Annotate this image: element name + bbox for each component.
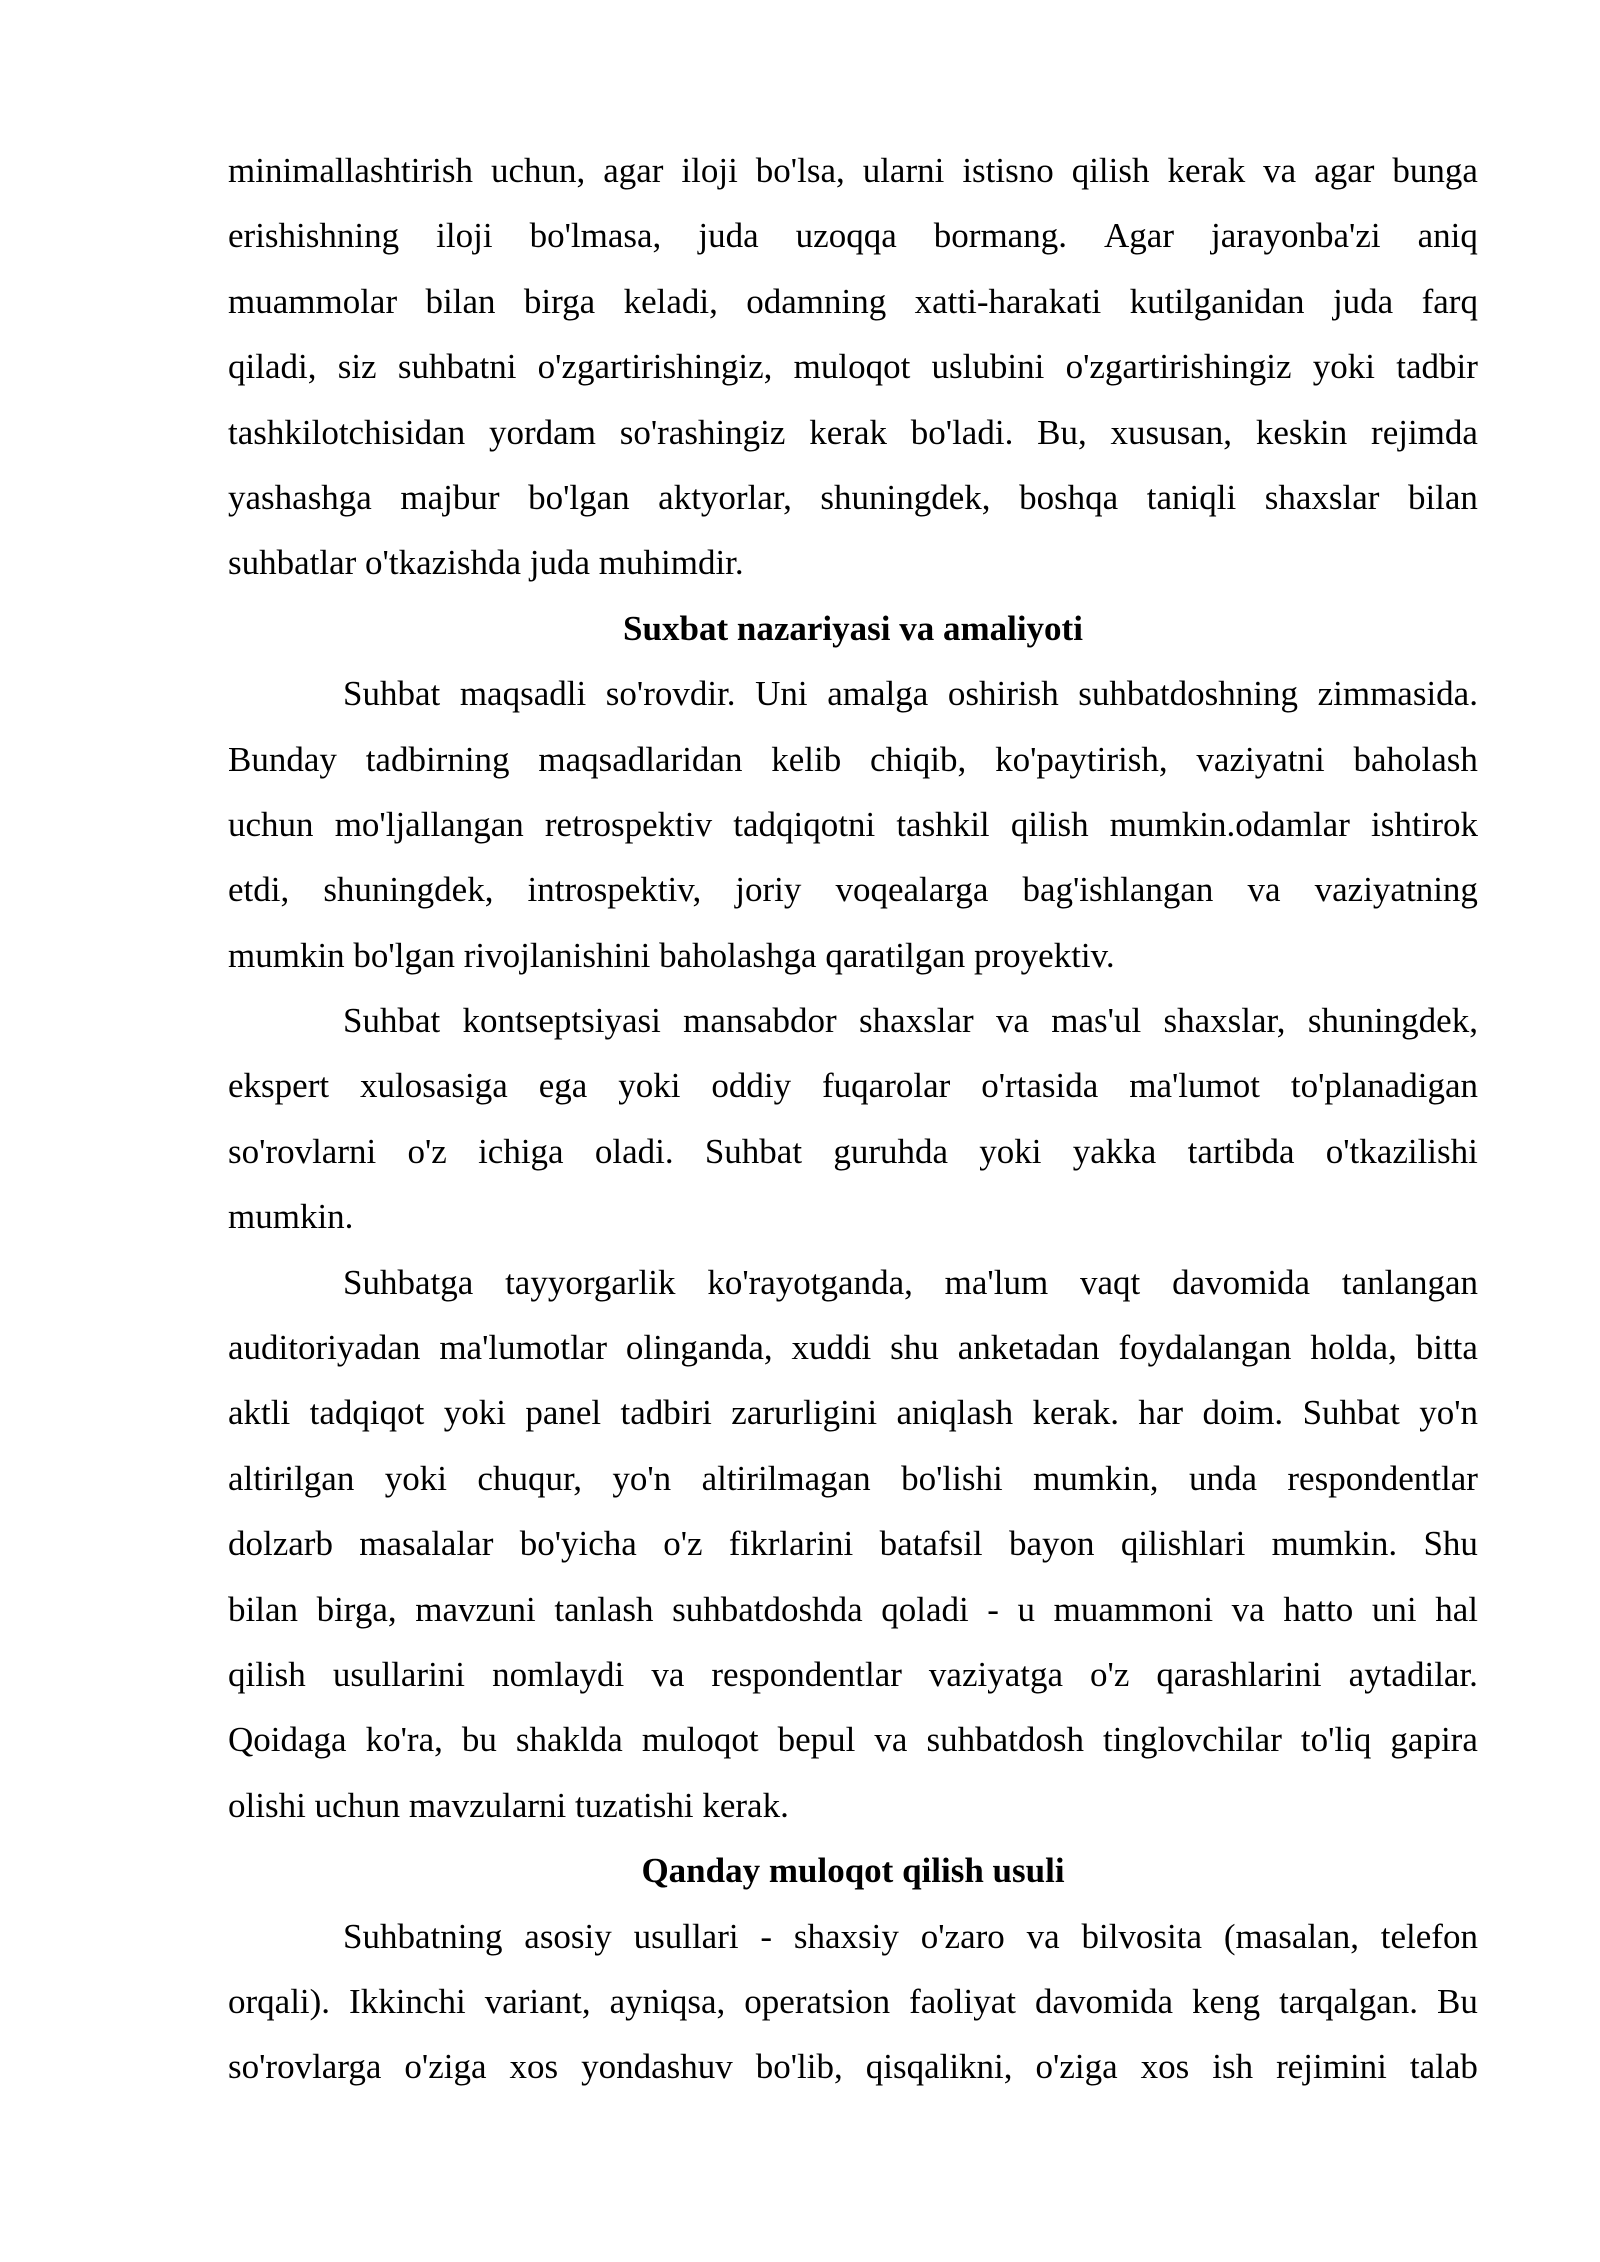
- text-column: [228, 138, 1478, 2100]
- text-line: ekspert xulosasiga ega yoki oddiy fuqarolar o'rtasida ma'lumot to'planadigan: [228, 1066, 1478, 1106]
- text-line: yashashga majbur bo'lgan aktyorlar, shuningdek, boshqa taniqli shaxslar bilan: [228, 477, 1478, 517]
- text-line: auditoriyadan ma'lumotlar olinganda, xuddi shu anketadan foydalangan holda, bitta: [228, 1328, 1478, 1368]
- text-line: altirilgan yoki chuqur, yo'n altirilmagan bo'lishi mumkin, unda respondentlar: [228, 1458, 1478, 1498]
- text-line: dolzarb masalalar bo'yicha o'z fikrlarini batafsil bayon qilishlari mumkin. Shu: [228, 1524, 1478, 1564]
- text-line: Suhbat maqsadli so'rovdir. Uni amalga oshirish suhbatdoshning zimmasida.: [343, 674, 1478, 714]
- text-line: erishishning iloji bo'lmasa, juda uzoqqa bormang. Agar jarayonba'zi aniq: [228, 216, 1478, 256]
- text-line: mumkin.: [228, 1197, 354, 1237]
- text-line: bilan birga, mavzuni tanlash suhbatdoshda qoladi - u muammoni va hatto uni hal: [228, 1589, 1478, 1629]
- text-line: Bunday tadbirning maqsadlaridan kelib chiqib, ko'paytirish, vaziyatni baholash: [228, 739, 1478, 779]
- text-line: mumkin bo'lgan rivojlanishini baholashga qaratilgan proyektiv.: [228, 935, 1115, 975]
- text-line: orqali). Ikkinchi variant, ayniqsa, operatsion faoliyat davomida keng tarqalgan. Bu: [228, 1981, 1478, 2021]
- text-line: uchun mo'ljallangan retrospektiv tadqiqotni tashkil qilish mumkin.odamlar ishtirok: [228, 804, 1478, 844]
- text-line: qilish usullarini nomlaydi va respondentlar vaziyatga o'z qarashlarini aytadilar.: [228, 1654, 1478, 1694]
- text-line: etdi, shuningdek, introspektiv, joriy voqealarga bag'ishlangan va vaziyatning: [228, 870, 1478, 910]
- text-line: Suhbatning asosiy usullari - shaxsiy o'zaro va bilvosita (masalan, telefon: [343, 1916, 1478, 1956]
- section-heading: Suxbat nazariyasi va amaliyoti: [623, 608, 1083, 648]
- text-line: minimallashtirish uchun, agar iloji bo'lsa, ularni istisno qilish kerak va agar bunga: [228, 151, 1478, 190]
- text-line: olishi uchun mavzularni tuzatishi kerak.: [228, 1785, 789, 1825]
- section-heading: Qanday muloqot qilish usuli: [641, 1851, 1065, 1891]
- text-line: muammolar bilan birga keladi, odamning xatti-harakati kutilganidan juda farq: [228, 281, 1478, 321]
- text-line: qiladi, siz suhbatni o'zgartirishingiz, muloqot uslubini o'zgartirishingiz yoki tadbir: [228, 347, 1478, 387]
- text-line: so'rovlarni o'z ichiga oladi. Suhbat guruhda yoki yakka tartibda o'tkazilishi: [228, 1131, 1478, 1171]
- text-line: Suhbat kontseptsiyasi mansabdor shaxslar va mas'ul shaxslar, shuningdek,: [343, 1001, 1478, 1041]
- text-line: so'rovlarga o'ziga xos yondashuv bo'lib, qisqalikni, o'ziga xos ish rejimini talab: [228, 2047, 1478, 2087]
- text-line: Suhbatga tayyorgarlik ko'rayotganda, ma'lum vaqt davomida tanlangan: [343, 1262, 1478, 1302]
- text-line: tashkilotchisidan yordam so'rashingiz kerak bo'ladi. Bu, xususan, keskin rejimda: [228, 412, 1478, 452]
- text-line: aktli tadqiqot yoki panel tadbiri zarurligini aniqlash kerak. har doim. Suhbat yo'n: [228, 1393, 1478, 1433]
- text-line: suhbatlar o'tkazishda juda muhimdir.: [228, 543, 744, 583]
- text-line: Qoidaga ko'ra, bu shaklda muloqot bepul va suhbatdosh tinglovchilar to'liq gapira: [228, 1720, 1478, 1760]
